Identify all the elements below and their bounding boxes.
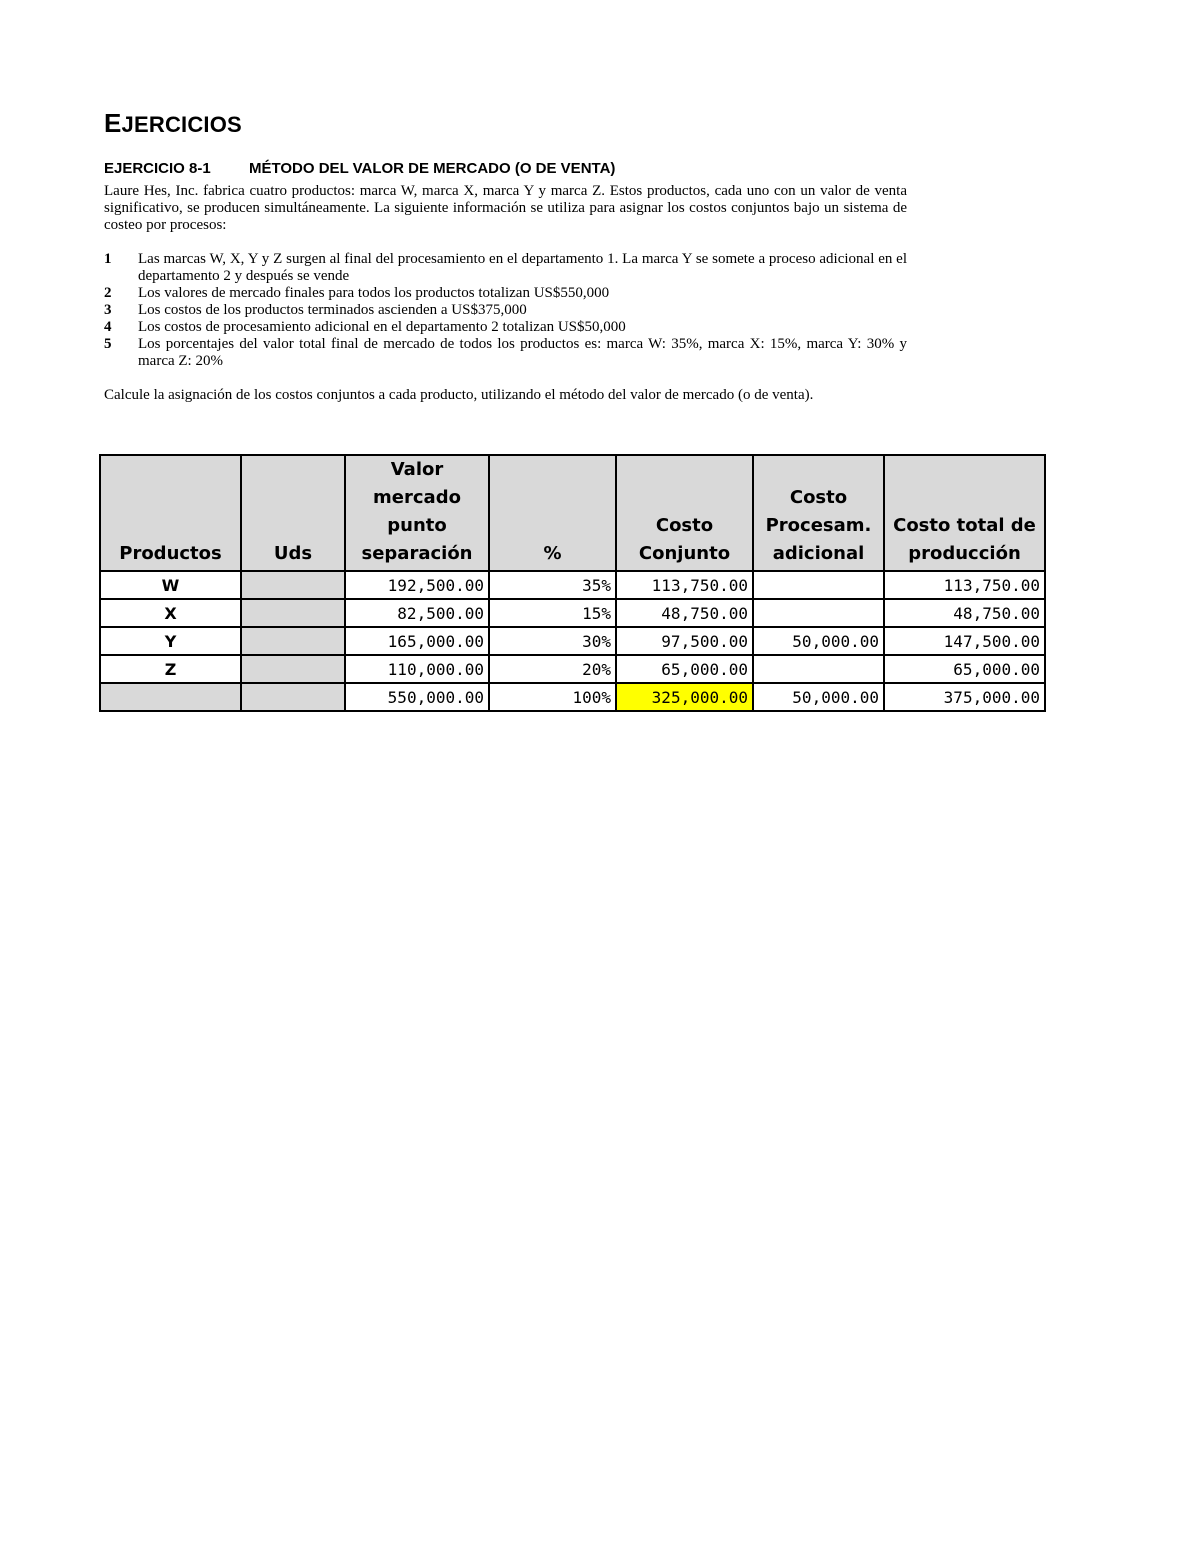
cell-conjunto: 48,750.00 xyxy=(616,599,753,627)
intro-paragraph: Laure Hes, Inc. fabrica cuatro productos: marca W, marca X, marca Y y marca Z. Estos productos, cada uno con un valor de venta significativo, se producen simultáneamente. La siguiente información se utiliza para asignar los costos conjuntos bajo un sistema de costeo por procesos: xyxy=(104,183,907,233)
cell-pct: 30% xyxy=(489,627,616,655)
header-uds: Uds xyxy=(241,455,345,571)
cell-uds xyxy=(241,599,345,627)
cell-total: 48,750.00 xyxy=(884,599,1045,627)
title-rest: JERCICIOS xyxy=(121,112,242,137)
cell-uds xyxy=(241,571,345,599)
cell-adicional xyxy=(753,571,884,599)
cell-total: 65,000.00 xyxy=(884,655,1045,683)
list-item-text: Los valores de mercado finales para todos los productos totalizan US$550,000 xyxy=(138,285,610,301)
header-productos: Productos xyxy=(100,455,241,571)
table-row xyxy=(100,571,1045,599)
list-item-text: Los porcentajes del valor total final de mercado de todos los productos es: marca W: 35%, marca X: 15%, marca Y: 30% y marca Z: 20% xyxy=(138,336,907,369)
header-costo-total: Costo total de producción xyxy=(884,455,1045,571)
cell-producto: W xyxy=(100,571,241,599)
table-row xyxy=(100,599,1045,627)
exercise-number: EJERCICIO 8-1 xyxy=(104,160,211,177)
cell-valor-total: 550,000.00 xyxy=(345,683,489,711)
cell-adicional-total: 50,000.00 xyxy=(753,683,884,711)
list-item xyxy=(104,302,907,319)
list-item xyxy=(104,319,907,336)
header-costo-conjunto: Costo Conjunto xyxy=(616,455,753,571)
list-item xyxy=(104,251,907,285)
cell-uds xyxy=(241,655,345,683)
cell-pct: 20% xyxy=(489,655,616,683)
cell-uds xyxy=(241,627,345,655)
cell-producto xyxy=(100,683,241,711)
cell-adicional xyxy=(753,655,884,683)
table-row xyxy=(100,627,1045,655)
cell-producto: Y xyxy=(100,627,241,655)
cell-pct: 15% xyxy=(489,599,616,627)
cell-valor: 110,000.00 xyxy=(345,655,489,683)
list-item-text: Las marcas W, X, Y y Z surgen al final del procesamiento en el departamento 1. La marca Y se somete a proceso adicional en el departamento 2 y después se vende xyxy=(138,251,907,284)
exercise-heading xyxy=(104,160,615,177)
cell-total-total: 375,000.00 xyxy=(884,683,1045,711)
cell-total: 147,500.00 xyxy=(884,627,1045,655)
list-item-text: Los costos de los productos terminados ascienden a US$375,000 xyxy=(138,302,527,318)
data-list xyxy=(104,251,907,370)
header-costo-adicional: Costo Procesam. adicional xyxy=(753,455,884,571)
cell-valor: 192,500.00 xyxy=(345,571,489,599)
list-item xyxy=(104,285,907,302)
cell-total: 113,750.00 xyxy=(884,571,1045,599)
table-row xyxy=(100,655,1045,683)
cell-producto: X xyxy=(100,599,241,627)
cell-producto: Z xyxy=(100,655,241,683)
cell-adicional: 50,000.00 xyxy=(753,627,884,655)
cell-uds xyxy=(241,683,345,711)
cell-valor: 165,000.00 xyxy=(345,627,489,655)
cell-conjunto: 65,000.00 xyxy=(616,655,753,683)
cell-conjunto-total-highlighted: 325,000.00 xyxy=(616,683,753,711)
header-porcentaje: % xyxy=(489,455,616,571)
page-title xyxy=(104,108,242,139)
list-item-number: 5 xyxy=(104,336,112,352)
table-header-row xyxy=(100,455,1045,571)
cell-conjunto: 113,750.00 xyxy=(616,571,753,599)
cell-conjunto: 97,500.00 xyxy=(616,627,753,655)
table-totals-row xyxy=(100,683,1045,711)
cell-pct: 35% xyxy=(489,571,616,599)
cost-allocation-table xyxy=(99,454,1046,712)
list-item-number: 4 xyxy=(104,319,112,335)
question-paragraph: Calcule la asignación de los costos conjuntos a cada producto, utilizando el método del valor de mercado (o de venta). xyxy=(104,387,814,403)
list-item-text: Los costos de procesamiento adicional en el departamento 2 totalizan US$50,000 xyxy=(138,319,626,335)
list-item-number: 3 xyxy=(104,302,112,318)
cell-adicional xyxy=(753,599,884,627)
cell-valor: 82,500.00 xyxy=(345,599,489,627)
list-item-number: 1 xyxy=(104,251,112,267)
list-item-number: 2 xyxy=(104,285,112,301)
title-initial: E xyxy=(104,108,122,138)
header-valor-mercado: Valor mercado punto separación xyxy=(345,455,489,571)
exercise-title: MÉTODO DEL VALOR DE MERCADO (O DE VENTA) xyxy=(249,160,616,177)
cell-pct-total: 100% xyxy=(489,683,616,711)
list-item xyxy=(104,336,907,370)
